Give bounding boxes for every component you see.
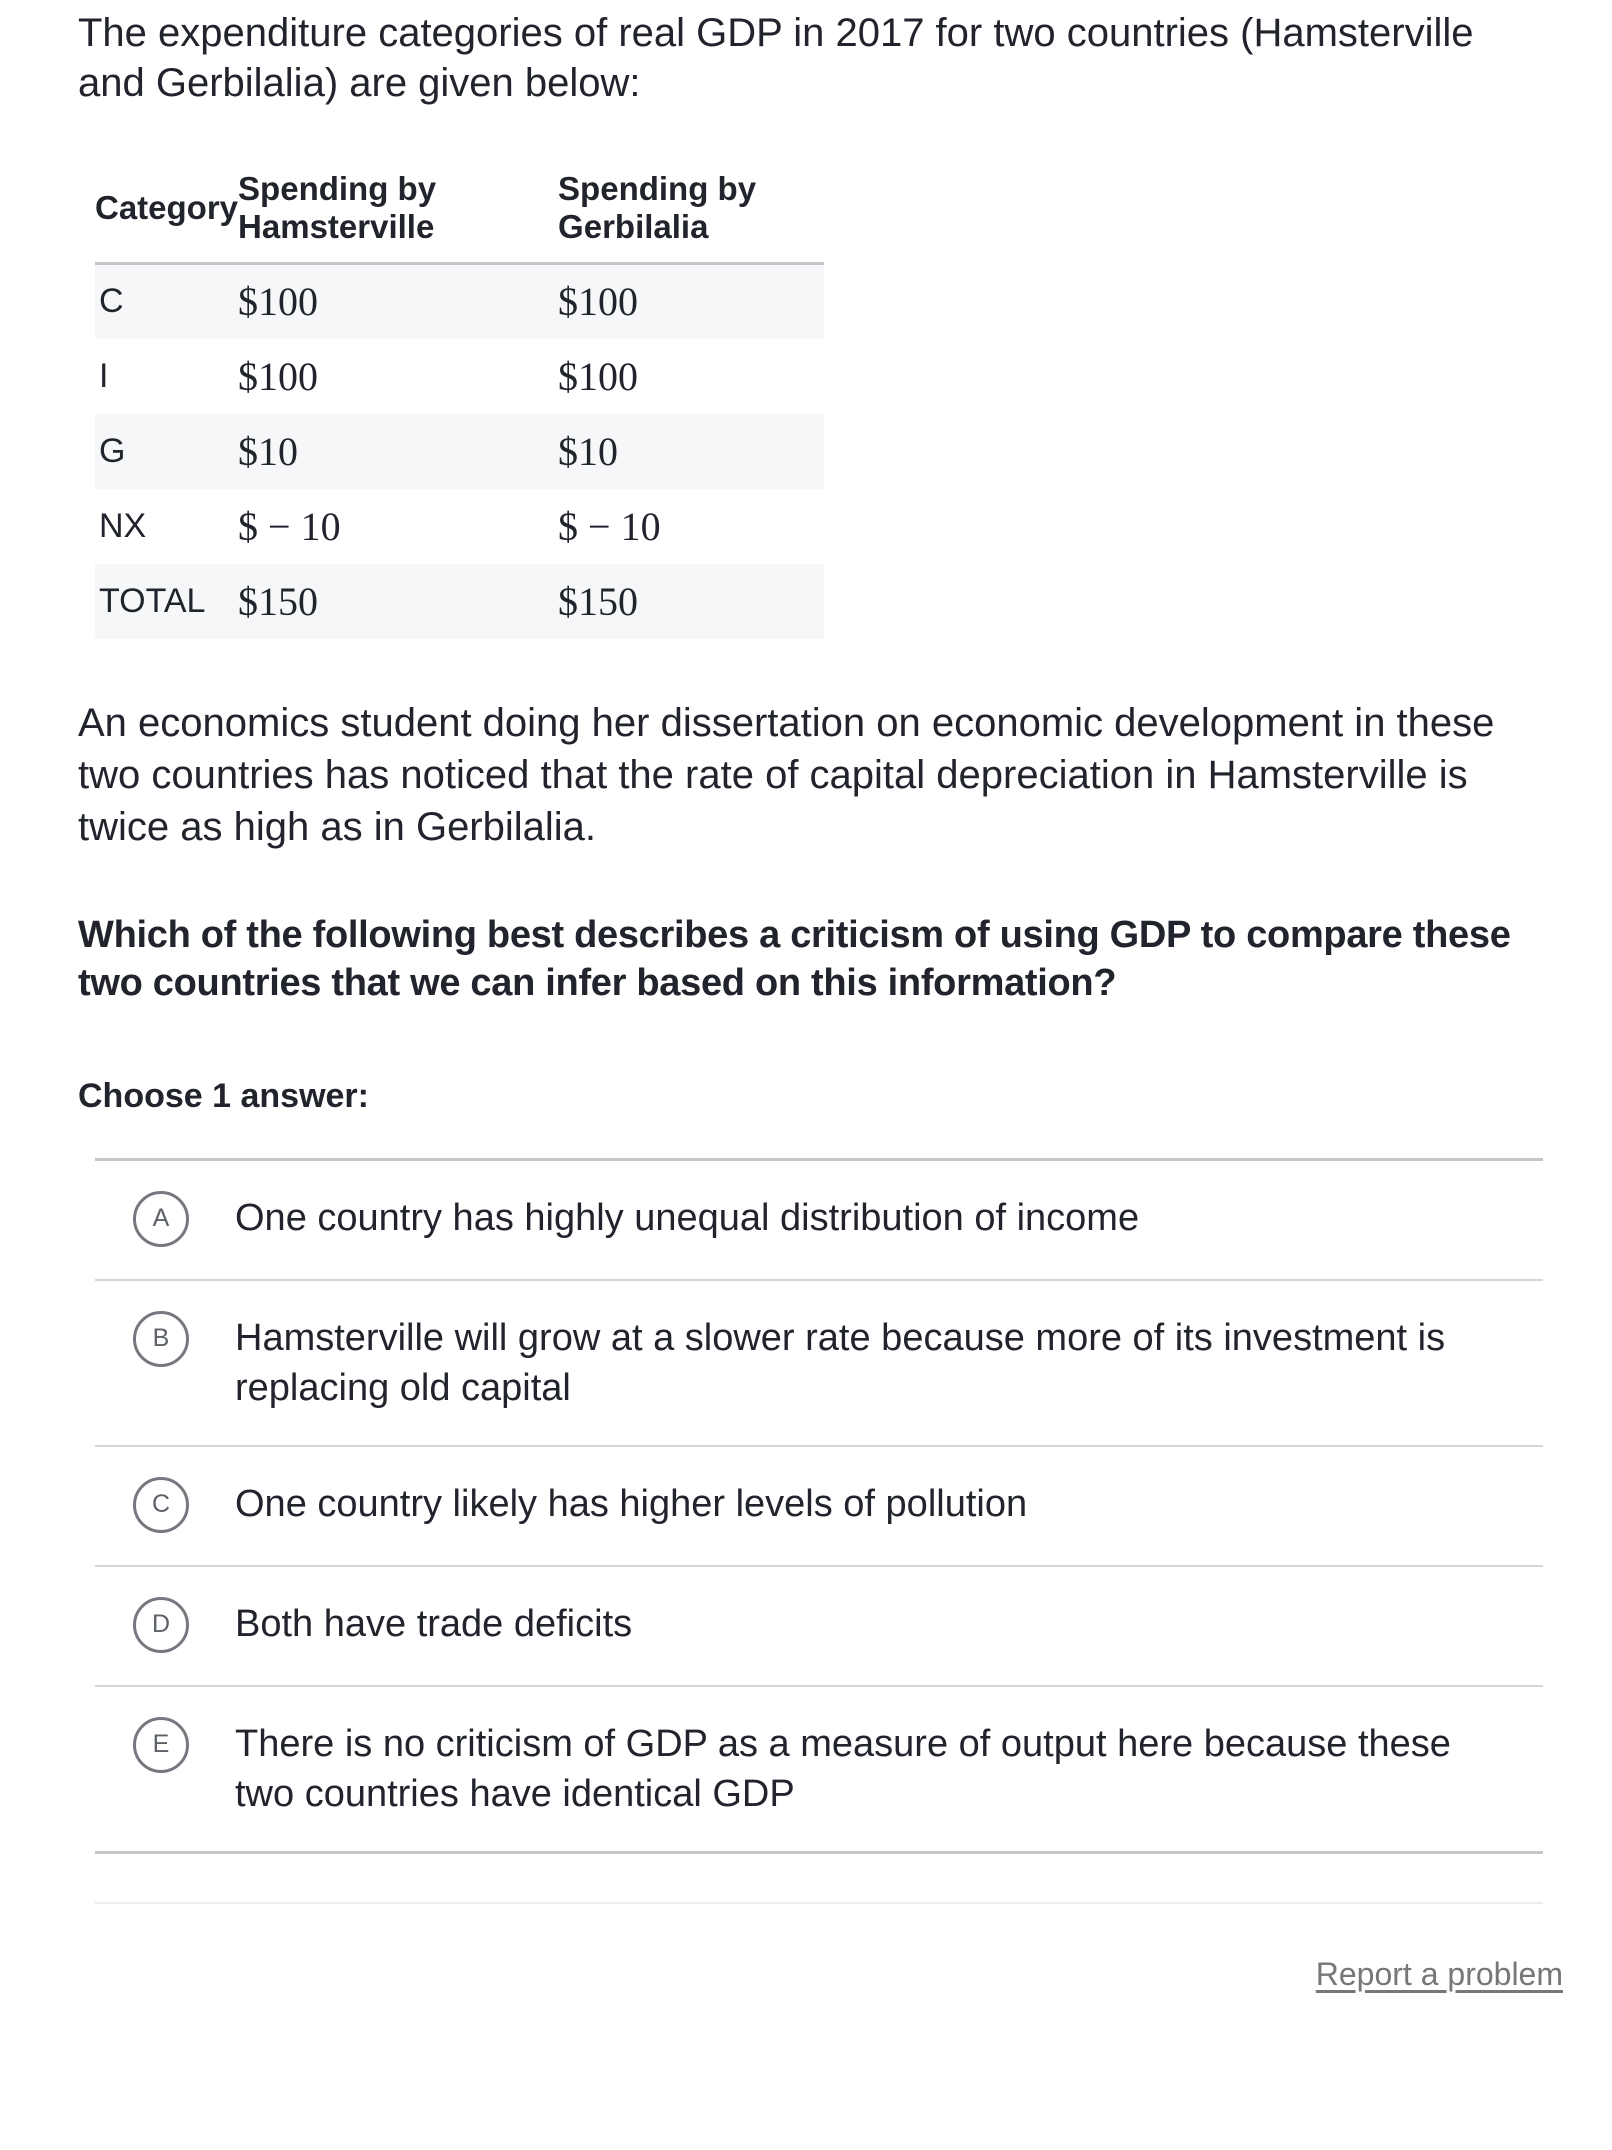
hamsterville-value: $ − 10: [238, 503, 341, 549]
hamsterville-value: $100: [238, 279, 319, 325]
option-letter-c: C: [151, 1490, 171, 1518]
option-radio-a[interactable]: [133, 1191, 189, 1247]
category-cell: NX: [99, 506, 147, 545]
answer-option-d[interactable]: [0, 1567, 1612, 1685]
option-letter-e: E: [152, 1730, 170, 1758]
gerbilalia-value: $150: [558, 578, 639, 624]
divider: [95, 1902, 1543, 1904]
category-cell: TOTAL: [99, 581, 206, 620]
answer-option-c[interactable]: [0, 1447, 1612, 1565]
option-letter-a: A: [152, 1204, 170, 1232]
category-cell: I: [99, 356, 109, 395]
option-radio-e[interactable]: [133, 1717, 189, 1773]
gerbilalia-value: $100: [558, 353, 639, 399]
divider: [95, 1851, 1543, 1854]
gdp-table: [95, 170, 824, 639]
question-text: Which of the following best describes a criticism of using GDP to compare these two countries that we can infer based on this information?: [78, 913, 1511, 1004]
table-row: [95, 414, 824, 489]
gerbilalia-value: $10: [558, 428, 619, 474]
hamsterville-value: $10: [238, 428, 299, 474]
report-a-problem-link[interactable]: Report a problem: [1315, 1955, 1563, 1992]
col-header-category: Category: [95, 170, 238, 264]
gerbilalia-value: $100: [558, 279, 639, 325]
option-letter-b: B: [152, 1324, 170, 1352]
intro-paragraph: The expenditure categories of real GDP in 2017 for two countries (Hamsterville and Gerbilalia) are given below:: [78, 11, 1474, 105]
category-cell: C: [99, 282, 124, 321]
option-letter-d: D: [151, 1610, 171, 1638]
context-paragraph: An economics student doing her dissertation on economic development in these two countries has noticed that the rate of capital depreciation in Hamsterville is twice as high as in Gerbilalia.: [78, 700, 1495, 849]
option-text-d: Both have trade deficits: [235, 1602, 633, 1645]
gerbilalia-value: $ − 10: [558, 503, 661, 549]
option-text-c: One country likely has higher levels of pollution: [235, 1482, 1028, 1525]
col-header-hamsterville: Spending by Hamsterville: [238, 170, 558, 264]
answer-option-e[interactable]: [0, 1687, 1612, 1851]
category-cell: G: [99, 431, 126, 470]
hamsterville-value: $150: [238, 578, 319, 624]
option-text-b: Hamsterville will grow at a slower rate because more of its investment is replacing old capital: [235, 1316, 1446, 1409]
hamsterville-value: $100: [238, 353, 319, 399]
option-radio-d[interactable]: [133, 1597, 189, 1653]
table-row: [95, 264, 824, 339]
table-row: [95, 489, 824, 564]
col-header-gerbilalia: Spending by Gerbilalia: [558, 170, 824, 264]
choose-answer-label: Choose 1 answer:: [78, 1076, 369, 1115]
footer: [0, 1956, 1563, 1993]
answer-option-b[interactable]: [0, 1281, 1612, 1445]
option-text-e: There is no criticism of GDP as a measure of output here because these two countries have identical GDP: [235, 1722, 1451, 1815]
table-header-row: [95, 170, 824, 264]
answer-option-a[interactable]: [0, 1161, 1612, 1279]
table-row: [95, 339, 824, 414]
option-text-a: One country has highly unequal distribution of income: [235, 1196, 1140, 1239]
option-radio-b[interactable]: [133, 1311, 189, 1367]
table-row: [95, 564, 824, 639]
option-radio-c[interactable]: [133, 1477, 189, 1533]
